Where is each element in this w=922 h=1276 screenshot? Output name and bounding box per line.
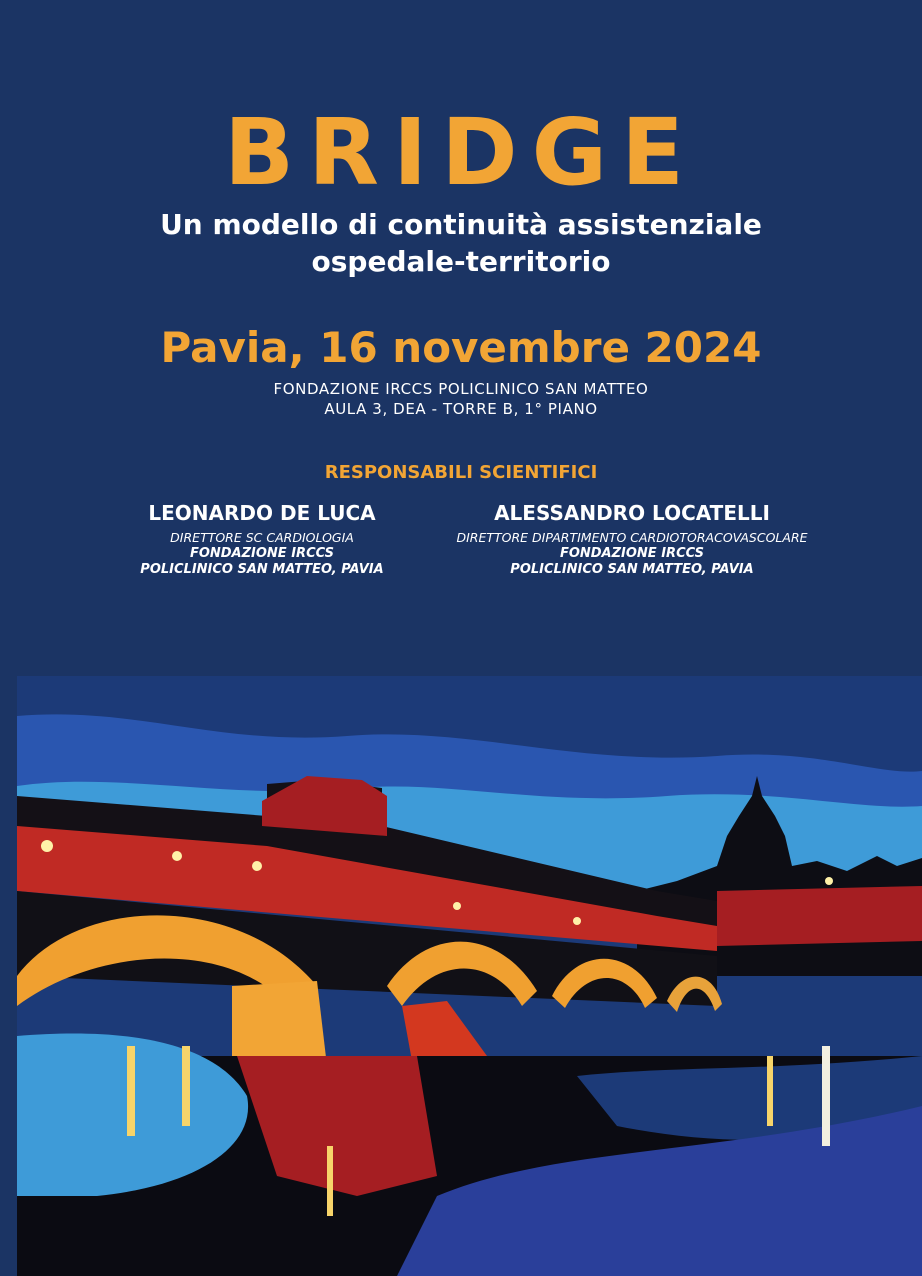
subtitle-line-1: Un modello di continuità assistenziale <box>160 208 762 241</box>
lamp <box>573 917 581 925</box>
lamp <box>825 877 833 885</box>
venue-line-1: FONDAZIONE IRCCS POLICLINICO SAN MATTEO <box>273 380 649 398</box>
event-title: BRIDGE <box>224 99 698 206</box>
lamp <box>41 840 53 852</box>
light-reflection <box>127 1046 135 1136</box>
person-role: DIRETTORE SC CARDIOLOGIA <box>170 530 354 545</box>
light-reflection <box>182 1046 190 1126</box>
person-name: LEONARDO DE LUCA <box>148 501 376 525</box>
light-reflection <box>767 1056 773 1126</box>
person-org-line-2: POLICLINICO SAN MATTEO, PAVIA <box>140 562 384 577</box>
lamp <box>252 861 262 871</box>
lamp <box>453 902 461 910</box>
person-org-line-2: POLICLINICO SAN MATTEO, PAVIA <box>510 562 754 577</box>
person-card-locatelli <box>440 500 824 578</box>
light-reflection <box>822 1046 830 1146</box>
city-lit-buildings <box>717 886 922 946</box>
responsabili-heading: RESPONSABILI SCIENTIFICI <box>324 462 598 483</box>
venue-line-2: AULA 3, DEA - TORRE B, 1° PIANO <box>324 400 598 418</box>
bridge-illustration <box>17 676 922 1276</box>
person-role: DIRETTORE DIPARTIMENTO CARDIOTORACOVASCOLARE <box>456 530 808 545</box>
person-name: ALESSANDRO LOCATELLI <box>494 501 770 525</box>
person-org-line-1: FONDAZIONE IRCCS <box>189 546 335 561</box>
event-date: Pavia, 16 novembre 2024 <box>160 323 762 372</box>
event-venue <box>0 379 922 419</box>
person-card-de-luca <box>112 500 412 578</box>
person-org-line-1: FONDAZIONE IRCCS <box>559 546 705 561</box>
light-reflection <box>327 1146 333 1216</box>
subtitle-line-2: ospedale-territorio <box>311 245 611 278</box>
event-subtitle <box>0 206 922 280</box>
lamp <box>172 851 182 861</box>
